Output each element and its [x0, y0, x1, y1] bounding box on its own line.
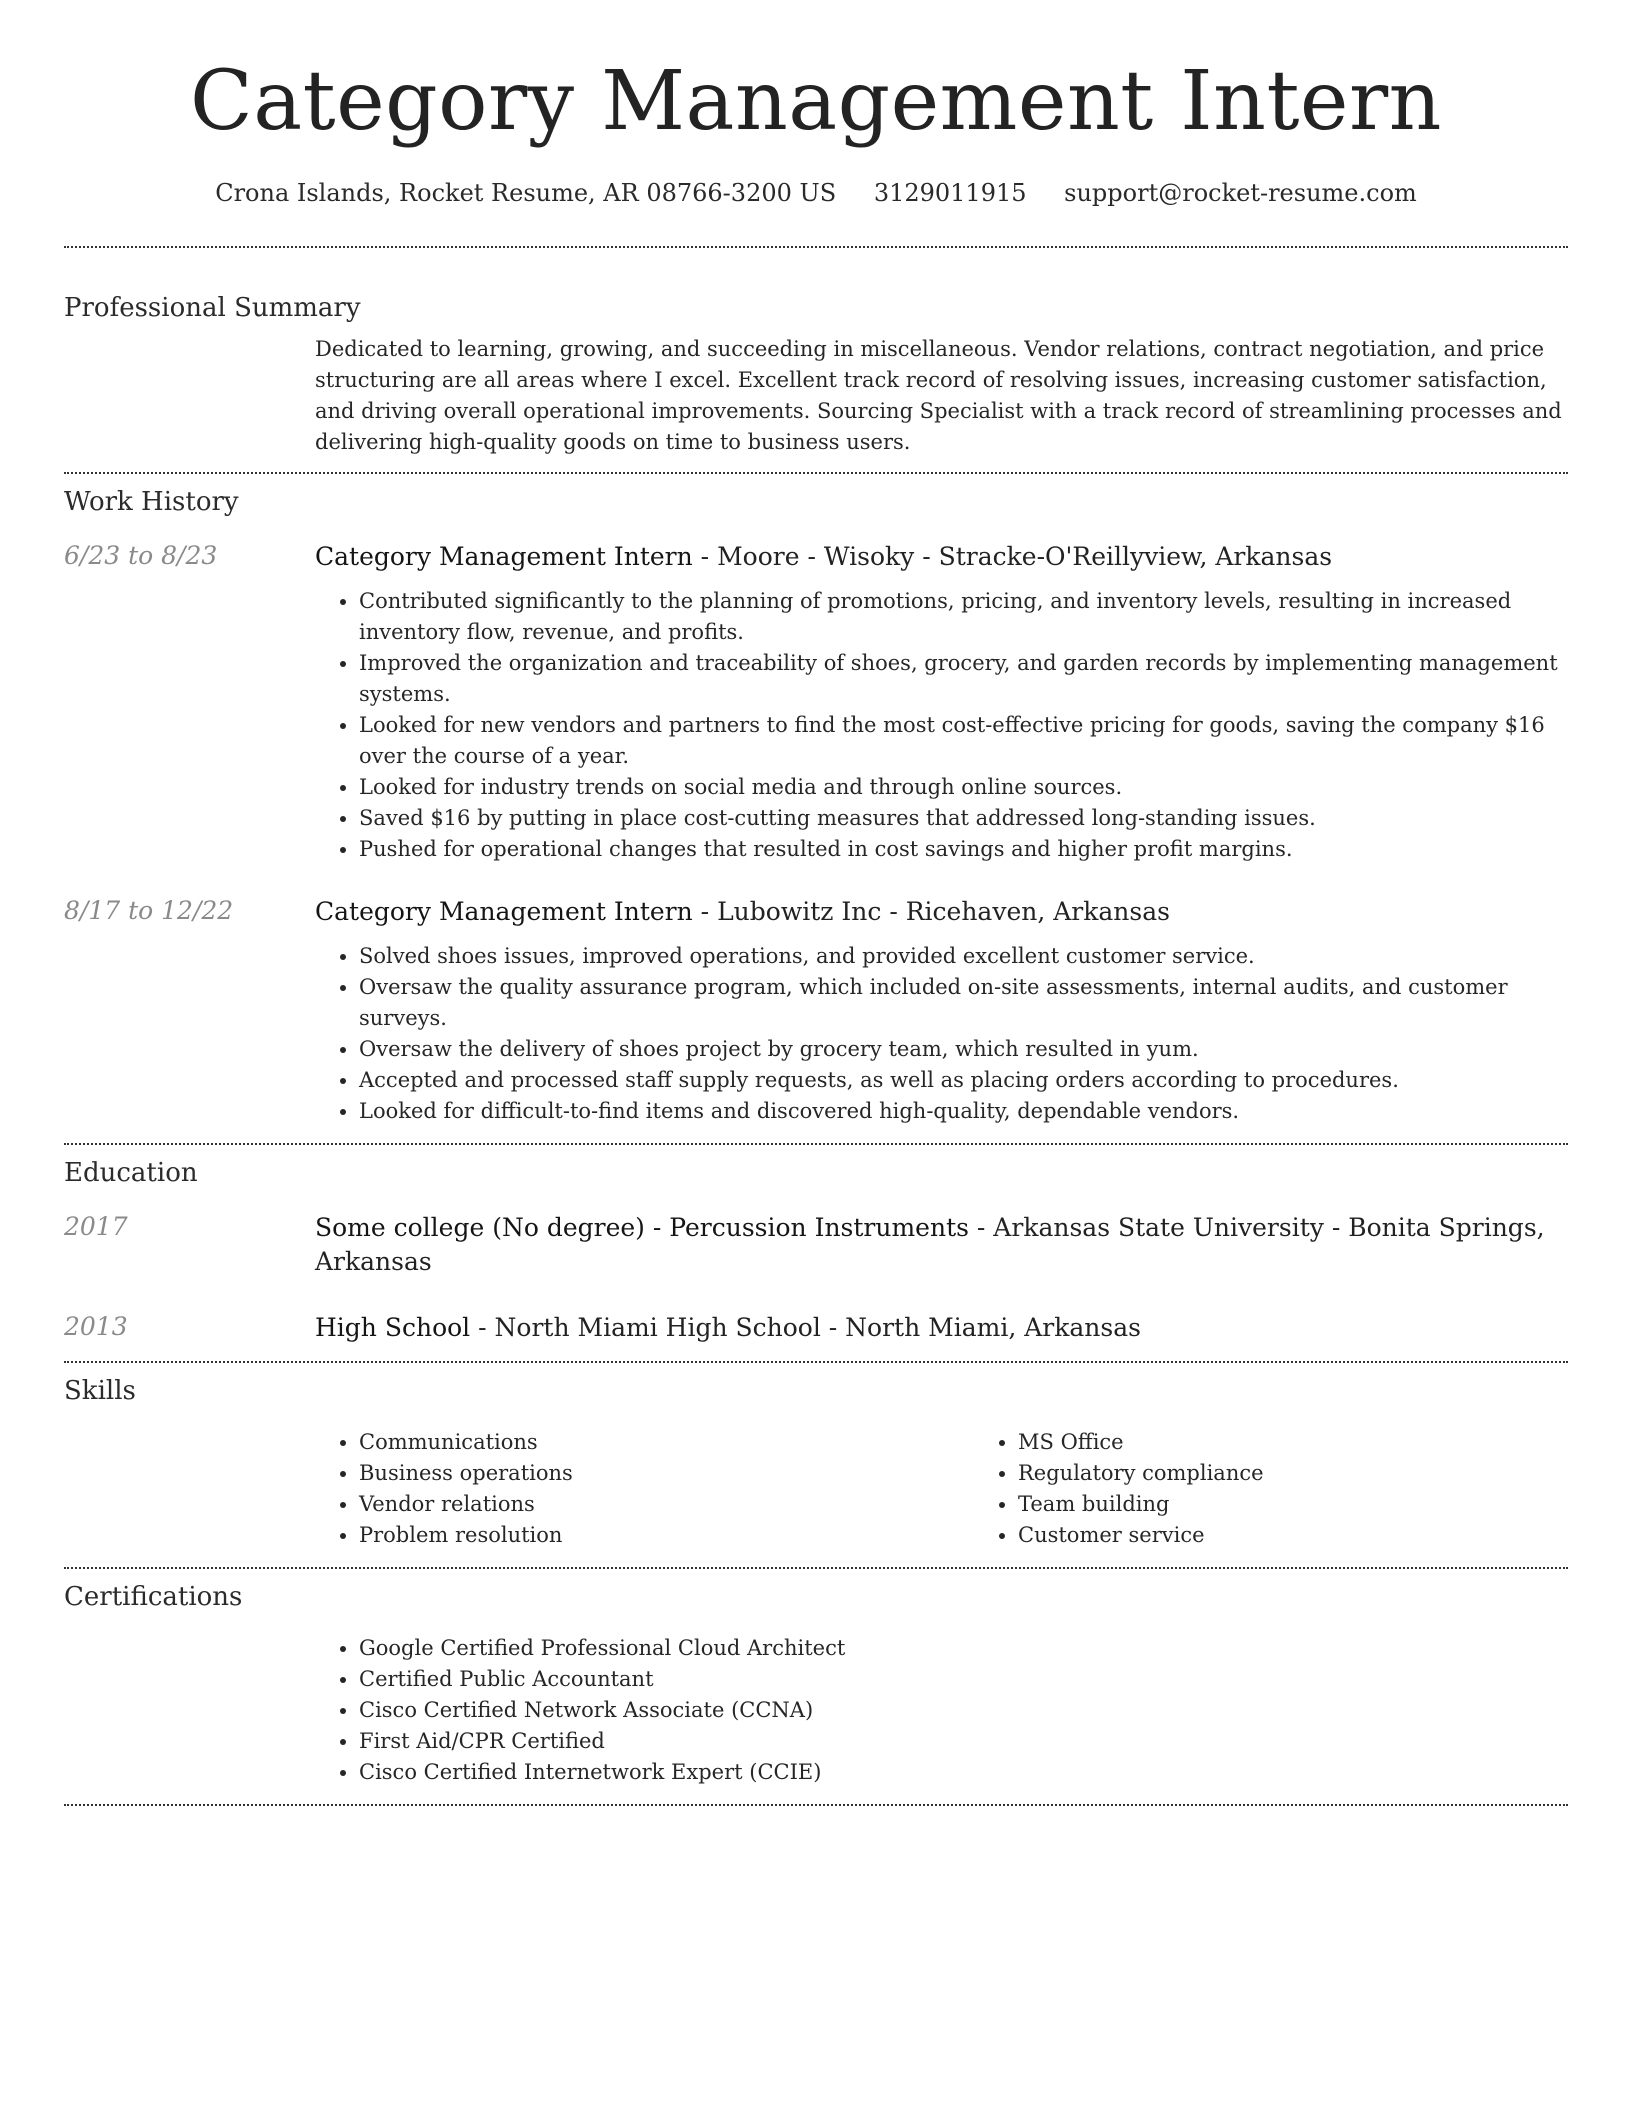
job-entry — [64, 895, 1568, 1127]
job-bullets — [315, 586, 1568, 865]
list-item: • Solved shoes issues, improved operations, and provided excellent customer service. — [359, 941, 1568, 972]
list-item: • Certified Public Accountant — [359, 1664, 1568, 1695]
work-section — [64, 486, 1568, 1127]
education-title — [315, 1311, 1568, 1345]
list-item: • MS Office — [1018, 1427, 1632, 1458]
job-role: Category Management Intern — [315, 542, 693, 571]
education-section — [64, 1157, 1568, 1345]
contact-phone: 3129011915 — [873, 179, 1027, 207]
job-dates: 8/17 to 12/22 — [64, 896, 234, 925]
education-details: - North Miami High School - North Miami, Arkansas — [470, 1313, 1141, 1342]
list-item: • Communications — [359, 1427, 974, 1458]
divider — [64, 472, 1568, 474]
education-year: 2013 — [64, 1312, 128, 1341]
list-item: • First Aid/CPR Certified — [359, 1726, 1568, 1757]
education-details: - Arkansas State University - Bonita Springs, Arkansas — [315, 1213, 1545, 1276]
job-title — [315, 895, 1568, 929]
list-item: • Oversaw the delivery of shoes project by grocery team, which resulted in yum. — [359, 1034, 1568, 1065]
summary-heading: Professional Summary — [64, 293, 361, 323]
skills-list-right — [974, 1427, 1632, 1551]
list-item: • Pushed for operational changes that resulted in cost savings and higher profit margins. — [359, 834, 1568, 865]
work-heading: Work History — [64, 487, 239, 517]
education-year: 2017 — [64, 1212, 128, 1241]
list-item: • Regulatory compliance — [1018, 1458, 1632, 1489]
list-item: • Vendor relations — [359, 1489, 974, 1520]
list-item: • Looked for new vendors and partners to find the most cost-effective pricing for goods, saving the company $16 over the course of a year. — [359, 710, 1568, 772]
skills-heading: Skills — [64, 1376, 136, 1406]
certifications-list — [315, 1633, 1568, 1788]
job-entry — [64, 540, 1568, 865]
skills-section — [64, 1375, 1568, 1551]
list-item: • Cisco Certified Network Associate (CCNA) — [359, 1695, 1568, 1726]
summary-text: Dedicated to learning, growing, and succeeding in miscellaneous. Vendor relations, contract negotiation, and price structuring are all areas where I excel. Excellent track record of resolving issues, increasing customer satisfaction, and driving overall operational improvements. Sourcing Specialist with a track record of streamlining processes and delivering high-quality goods on time to business users. — [315, 337, 1562, 454]
job-dates: 6/23 to 8/23 — [64, 541, 218, 570]
education-entry — [64, 1211, 1568, 1279]
certifications-section — [64, 1581, 1568, 1788]
contact-address: Crona Islands, Rocket Resume, AR 08766-3200 US — [215, 179, 837, 207]
divider — [64, 1143, 1568, 1145]
divider — [64, 1361, 1568, 1363]
education-heading: Education — [64, 1158, 198, 1188]
list-item: • Looked for difficult-to-find items and discovered high-quality, dependable vendors. — [359, 1096, 1568, 1127]
list-item: • Google Certified Professional Cloud Architect — [359, 1633, 1568, 1664]
education-entry — [64, 1311, 1568, 1345]
certifications-heading: Certifications — [64, 1582, 243, 1612]
summary-section — [64, 292, 1568, 458]
list-item: • Saved $16 by putting in place cost-cutting measures that addressed long-standing issues. — [359, 803, 1568, 834]
list-item: • Looked for industry trends on social media and through online sources. — [359, 772, 1568, 803]
job-details: - Lubowitz Inc - Ricehaven, Arkansas — [692, 897, 1170, 926]
divider — [64, 1804, 1568, 1806]
skills-list-left — [315, 1427, 974, 1551]
education-degree: Some college (No degree) - Percussion Instruments — [315, 1213, 969, 1242]
list-item: • Team building — [1018, 1489, 1632, 1520]
list-item: • Accepted and processed staff supply requests, as well as placing orders according to procedures. — [359, 1065, 1568, 1096]
education-title — [315, 1211, 1568, 1279]
job-details: - Moore - Wisoky - Stracke-O'Reillyview, Arkansas — [692, 542, 1333, 571]
list-item: • Cisco Certified Internetwork Expert (CCIE) — [359, 1757, 1568, 1788]
list-item: • Problem resolution — [359, 1520, 974, 1551]
list-item: • Oversaw the quality assurance program, which included on-site assessments, internal audits, and customer surveys. — [359, 972, 1568, 1034]
education-degree: High School — [315, 1313, 471, 1342]
job-bullets — [315, 941, 1568, 1127]
divider — [64, 1567, 1568, 1569]
job-role: Category Management Intern — [315, 897, 693, 926]
job-title — [315, 540, 1568, 574]
list-item: • Improved the organization and traceability of shoes, grocery, and garden records by implementing management systems. — [359, 648, 1568, 710]
contact-email: support@rocket-resume.com — [1064, 179, 1417, 207]
list-item: • Business operations — [359, 1458, 974, 1489]
divider — [64, 246, 1568, 248]
list-item: • Customer service — [1018, 1520, 1632, 1551]
contact-line — [64, 178, 1568, 208]
list-item: • Contributed significantly to the planning of promotions, pricing, and inventory levels, resulting in increased inventory flow, revenue, and profits. — [359, 586, 1568, 648]
candidate-name: Category Management Intern — [190, 54, 1442, 149]
